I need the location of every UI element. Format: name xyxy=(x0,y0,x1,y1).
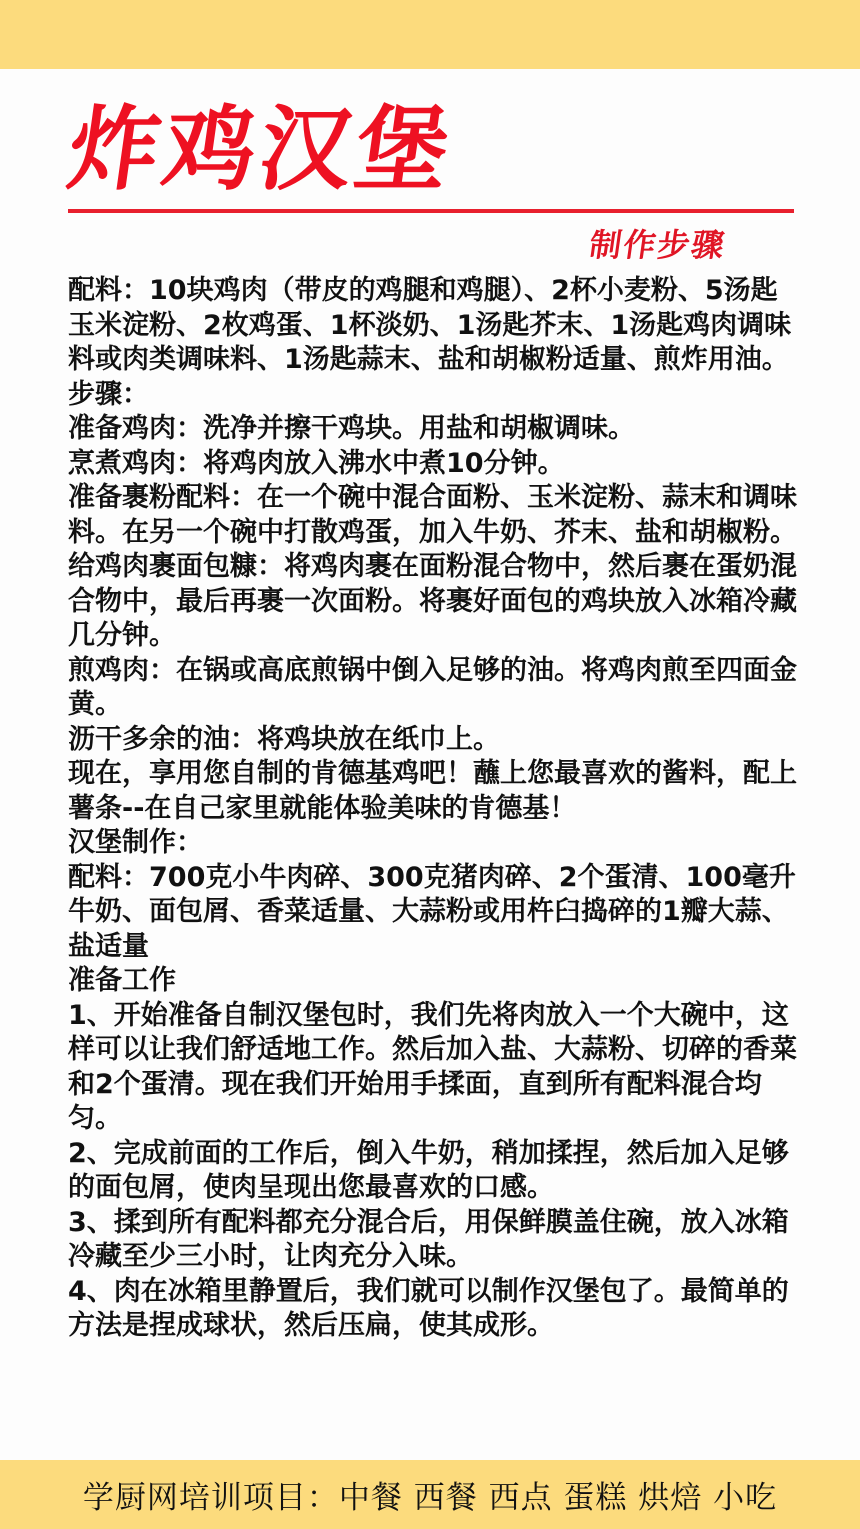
preparation-heading: 准备工作 xyxy=(68,965,176,996)
step-fry-chicken: 煎鸡肉：在锅或高底煎锅中倒入足够的油。将鸡肉煎至四面金黄。 xyxy=(68,654,797,720)
burger-heading: 汉堡制作： xyxy=(68,827,203,858)
ingredients-burger: 配料：700克小牛肉碎、300克猪肉碎、2个蛋清、100毫升牛奶、面包屑、香菜适量、大蒜粉或用杵臼捣碎的1瓣大蒜、盐适量 xyxy=(68,861,796,962)
burger-step-4: 4、肉在冰箱里静置后，我们就可以制作汉堡包了。最简单的方法是捏成球状，然后压扁，使其成形。 xyxy=(68,1275,789,1341)
step-prepare-chicken: 准备鸡肉：洗净并擦干鸡块。用盐和胡椒调味。 xyxy=(68,413,635,444)
footer-banner xyxy=(0,1460,860,1529)
recipe-content xyxy=(68,274,798,1344)
burger-step-3: 3、揉到所有配料都充分混合后，用保鲜膜盖住碗，放入冰箱冷藏至少三小时，让肉充分入味。 xyxy=(68,1206,789,1272)
page-subtitle: 制作步骤 xyxy=(587,226,729,264)
page-title: 炸鸡汉堡 xyxy=(60,96,460,203)
burger-step-1: 1、开始准备自制汉堡包时，我们先将肉放入一个大碗中，这样可以让我们舒适地工作。然后加入盐、大蒜粉、切碎的香菜和2个蛋清。现在我们开始用手揉面，直到所有配料混合均匀。 xyxy=(68,999,797,1134)
step-bread-chicken: 给鸡肉裹面包糠：将鸡肉裹在面粉混合物中，然后裹在蛋奶混合物中，最后再裹一次面粉。将裹好面包的鸡块放入冰箱冷藏几分钟。 xyxy=(68,551,797,651)
step-drain-oil: 沥干多余的油：将鸡块放在纸巾上。 xyxy=(68,723,500,755)
burger-step-2: 2、完成前面的工作后，倒入牛奶，稍加揉捏，然后加入足够的面包屑，使肉呈现出您最喜欢的口感。 xyxy=(68,1137,789,1203)
enjoy-note: 现在，享用您自制的肯德基鸡吧！蘸上您最喜欢的酱料，配上薯条--在自己家里就能体验美味的肯德基！ xyxy=(68,758,797,824)
title-divider xyxy=(68,209,794,213)
step-prepare-coating: 准备裹粉配料：在一个碗中混合面粉、玉米淀粉、蒜末和调味料。在另一个碗中打散鸡蛋，加入牛奶、芥末、盐和胡椒粉。 xyxy=(68,482,797,548)
step-boil-chicken: 烹煮鸡肉：将鸡肉放入沸水中煮10分钟。 xyxy=(68,447,565,479)
steps-heading: 步骤： xyxy=(68,378,149,410)
footer-text: 学厨网培训项目：中餐 西餐 西点 蛋糕 烘焙 小吃 xyxy=(82,1480,778,1516)
ingredients-chicken: 配料：10块鸡肉（带皮的鸡腿和鸡腿）、2杯小麦粉、5汤匙玉米淀粉、2枚鸡蛋、1杯淡奶、1汤匙芥末、1汤匙鸡肉调味料或肉类调味料、1汤匙蒜末、盐和胡椒粉适量、煎炸用油。 xyxy=(68,275,792,375)
top-banner xyxy=(0,0,860,69)
